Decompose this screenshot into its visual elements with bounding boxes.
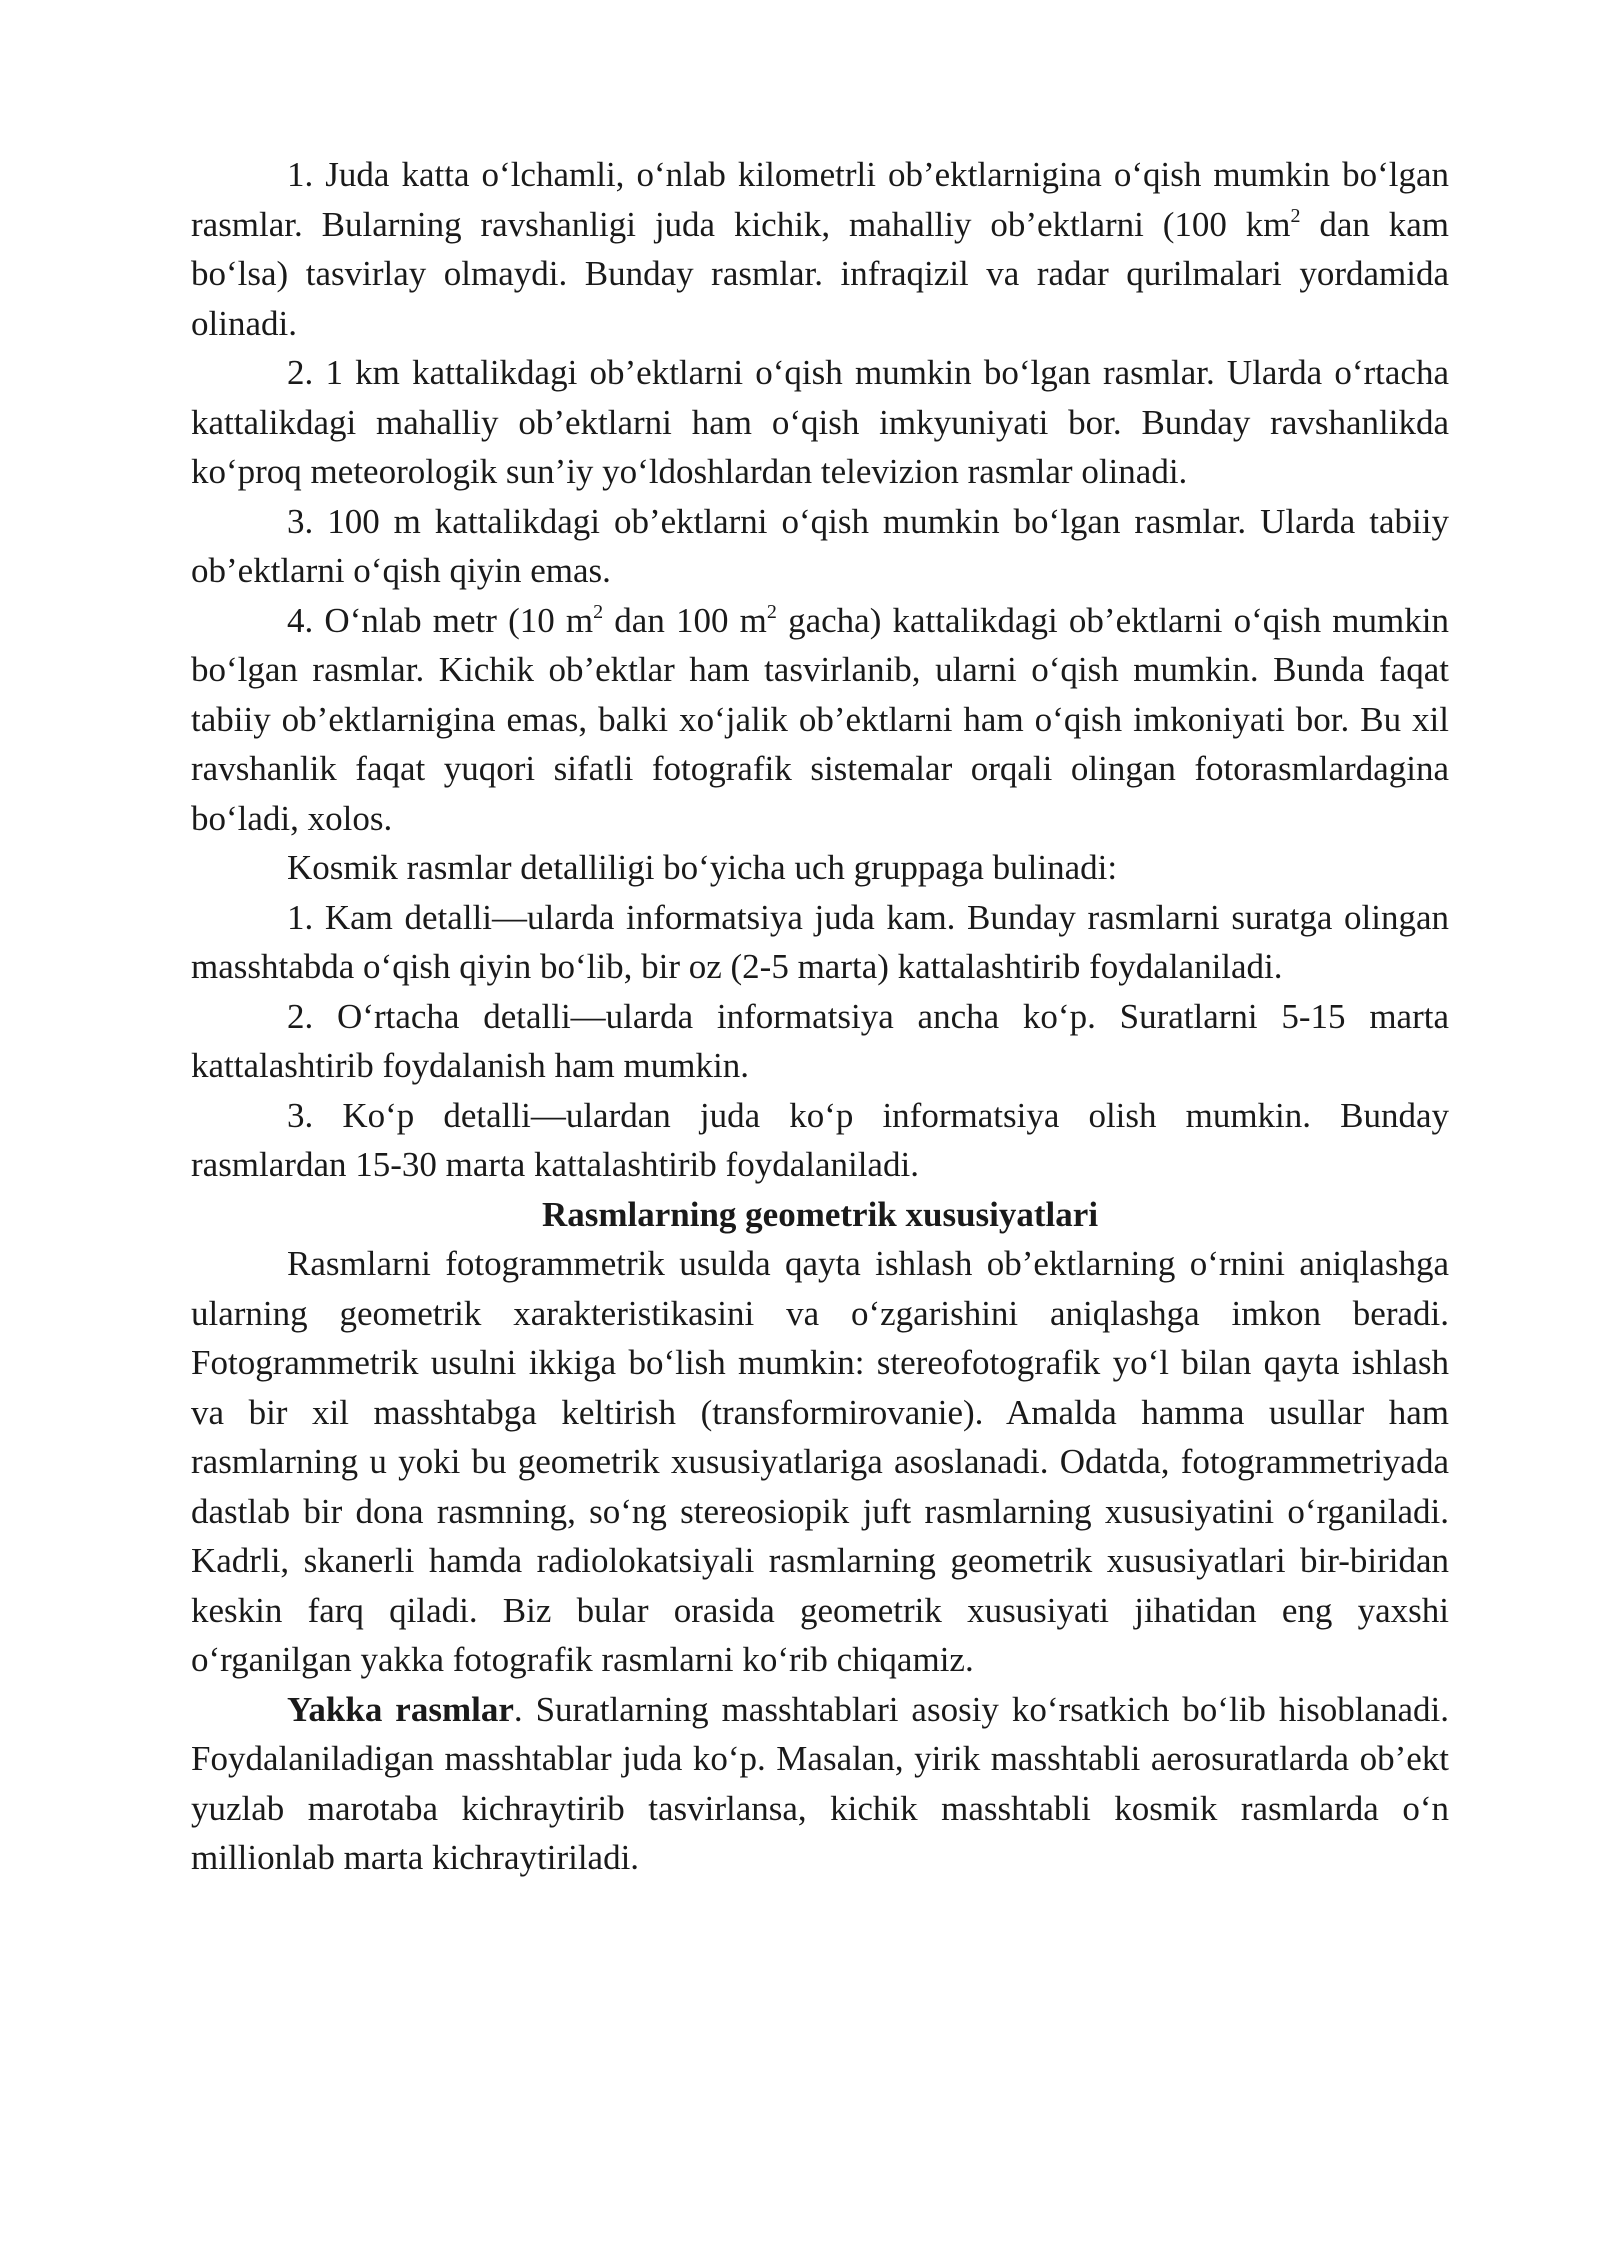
text-run: Rasmlarni fotogrammetrik usulda qayta ishlash ob’ektlarning o‘rnini aniqlashga ularning geometrik xarakteristikasini va o‘zgarishini aniqlashga imkon beradi. Fotogrammetrik usulni ikkiga bo‘lish mumkin: stereofotografik yo‘l bilan qayta ishlash va bir xil masshtabga keltirish (transformirovanie). Amalda hamma usullar ham rasmlarning u yoki bu geometrik xususiyatlariga asoslanadi. Odatda, fotogrammetriyada dastlab bir dona rasmning, so‘ng stereosiopik juft rasmlarning xususiyatini o‘rganiladi. Kadrli, skanerli hamda radiolokatsiyali rasmlarning geometrik xususiyatlari bir-biridan keskin farq qiladi. Biz bular orasida geometrik xususiyati jihatidan eng yaxshi o‘rganilgan yakka fotografik rasmlarni ko‘rib chiqamiz. bbox=[191, 1244, 1449, 1679]
paragraph-p9 bbox=[191, 1239, 1449, 1685]
text-run: dan 100 m bbox=[603, 600, 767, 640]
superscript: 2 bbox=[766, 600, 777, 623]
superscript: 2 bbox=[1290, 204, 1301, 227]
text-run: 4. O‘nlab metr (10 m bbox=[287, 600, 594, 640]
text-run: dan kam bo‘lsa) tasvirlay olmaydi. Bunday rasmlar. infraqizil va radar qurilmalari yordamida olinadi. bbox=[191, 204, 1449, 343]
text-run: 1. Kam detalli—ularda informatsiya juda kam. Bunday rasmlarni suratga olingan masshtabda o‘qish qiyin bo‘lib, bir oz (2-5 marta) kattalashtirib foydalaniladi. bbox=[191, 897, 1449, 986]
paragraph-p2 bbox=[191, 348, 1449, 497]
paragraph-p1 bbox=[191, 150, 1449, 348]
paragraph-p7 bbox=[191, 992, 1449, 1091]
paragraph-p6 bbox=[191, 893, 1449, 992]
superscript: 2 bbox=[593, 600, 604, 623]
text-run: 2. 1 km kattalikdagi ob’ektlarni o‘qish mumkin bo‘lgan rasmlar. Ularda o‘rtacha kattalikdagi mahalliy ob’ektlarni ham o‘qish imkyuniyati bor. Bunday ravshanlikda ko‘proq meteorologik sun’iy yo‘ldoshlardan televizion rasmlar olinadi. bbox=[191, 353, 1449, 491]
text-run: 3. 100 m kattalikdagi ob’ektlarni o‘qish mumkin bo‘lgan rasmlar. Ularda tabiiy ob’ektlarni o‘qish qiyin emas. bbox=[191, 501, 1449, 590]
section-heading bbox=[191, 1190, 1449, 1240]
paragraph-p4 bbox=[191, 596, 1449, 844]
text-run: 3. Ko‘p detalli—ulardan juda ko‘p informatsiya olish mumkin. Bunday rasmlardan 15-30 marta kattalashtirib foydalaniladi. bbox=[191, 1095, 1449, 1184]
bold-run: Yakka rasmlar bbox=[287, 1689, 514, 1729]
paragraph-p3 bbox=[191, 497, 1449, 596]
text-run: . Suratlarning masshtablari asosiy ko‘rsatkich bo‘lib hisoblanadi. Foydalaniladigan masshtablar juda ko‘p. Masalan, yirik masshtabli aerosuratlarda ob’ekt yuzlab marotaba kichraytirib tasvirlansa, kichik masshtabli kosmik rasmlarda o‘n millionlab marta kichraytiriladi. bbox=[191, 1689, 1449, 1877]
text-run: 2. O‘rtacha detalli—ularda informatsiya ancha ko‘p. Suratlarni 5-15 marta kattalashtirib foydalanish ham mumkin. bbox=[191, 996, 1449, 1085]
text-run: 1. Juda katta o‘lchamli, o‘nlab kilometrli ob’ektlarnigina o‘qish mumkin bo‘lgan rasmlar. Bularning ravshanligi juda kichik, mahalliy ob’ektlarni (100 km bbox=[191, 155, 1449, 244]
paragraph-p8 bbox=[191, 1091, 1449, 1190]
paragraph-p10 bbox=[191, 1685, 1449, 1883]
text-run: Kosmik rasmlar detalliligi bo‘yicha uch gruppaga bulinadi: bbox=[287, 848, 1118, 887]
paragraph-p5 bbox=[191, 843, 1449, 893]
text-run: Rasmlarning geometrik xususiyatlari bbox=[541, 1194, 1099, 1234]
text-run: gacha) kattalikdagi ob’ektlarni o‘qish mumkin bo‘lgan rasmlar. Kichik ob’ektlar ham tasvirlanib, ularni o‘qish mumkin. Bunda faqat tabiiy ob’ektlarnigina emas, balki xo‘jalik ob’ektlarni ham o‘qish imkoniyati bor. Bu xil ravshanlik faqat yuqori sifatli fotografik sistemalar orqali olingan fotorasmlardagina bo‘ladi, xolos. bbox=[191, 600, 1449, 838]
document-page bbox=[191, 150, 1449, 1883]
